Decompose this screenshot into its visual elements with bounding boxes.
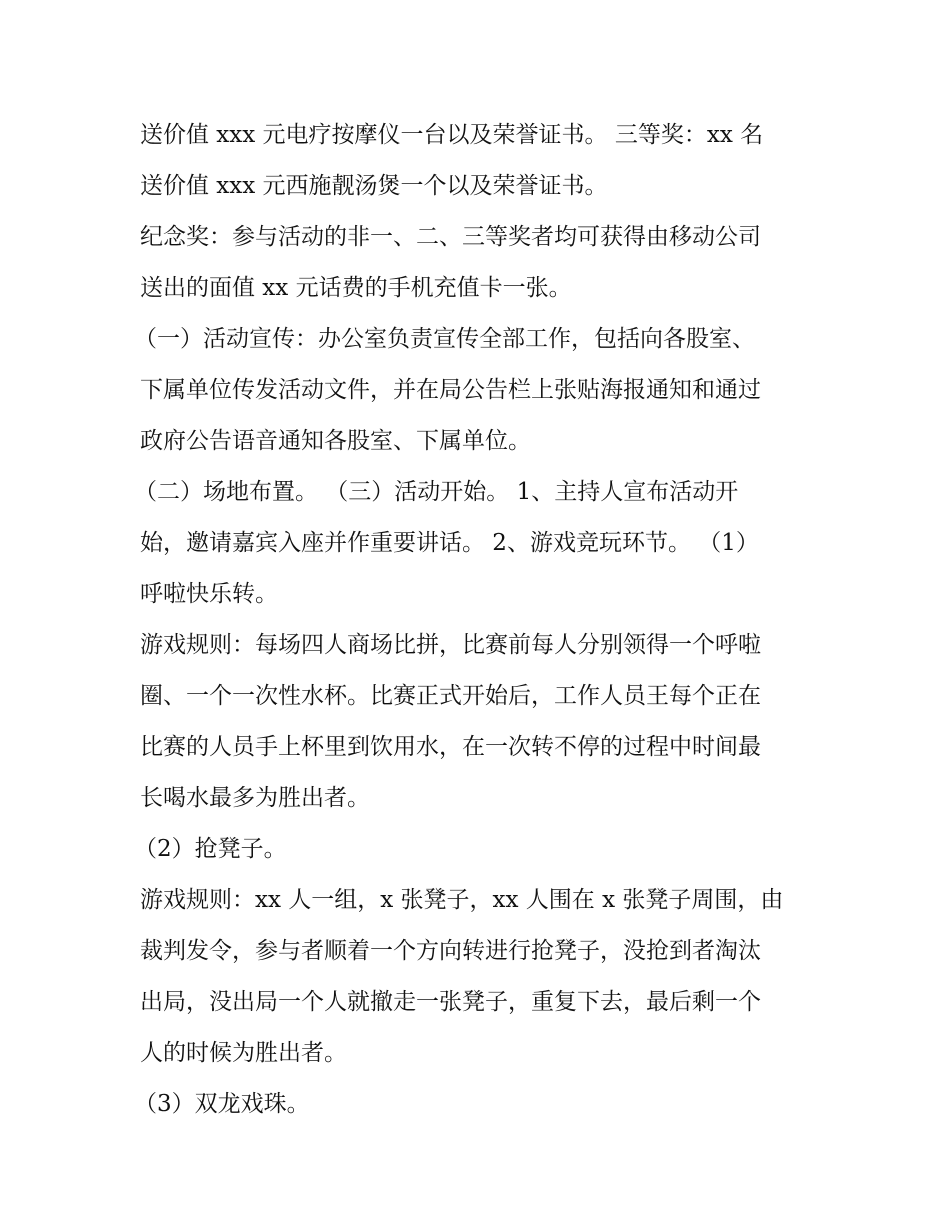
text-line: 送价值 xxx 元西施靓汤煲一个以及荣誉证书。 bbox=[140, 173, 608, 199]
text-line: 裁判发令，参与者顺着一个方向转进行抢凳子，没抢到者淘汰 bbox=[140, 938, 761, 964]
text-line: 圈、一个一次性水杯。比赛正式开始后，工作人员王每个正在 bbox=[140, 683, 761, 709]
text-line: （二）场地布置。 （三）活动开始。 1、主持人宣布活动开 bbox=[134, 479, 739, 505]
text-line: 政府公告语音通知各股室、下属单位。 bbox=[140, 428, 531, 454]
text-line: 纪念奖：参与活动的非一、二、三等奖者均可获得由移动公司 bbox=[140, 224, 761, 250]
text-line: 送出的面值 xx 元话费的手机充值卡一张。 bbox=[140, 275, 572, 301]
text-line: 出局，没出局一个人就撤走一张凳子，重复下去，最后剩一个 bbox=[140, 989, 761, 1015]
text-line: （一）活动宣传：办公室负责宣传全部工作，包括向各股室、 bbox=[134, 326, 755, 352]
text-line: （2）抢凳子。 bbox=[134, 836, 287, 862]
text-line: 呼啦快乐转。 bbox=[140, 581, 278, 607]
document-body bbox=[134, 110, 820, 1130]
text-line: 比赛的人员手上杯里到饮用水，在一次转不停的过程中时间最 bbox=[140, 734, 761, 760]
text-line: 送价值 xxx 元电疗按摩仪一台以及荣誉证书。 三等奖：xx 名 bbox=[140, 122, 764, 148]
text-line: 人的时候为胜出者。 bbox=[140, 1040, 347, 1066]
text-line: （3）双龙戏珠。 bbox=[134, 1091, 310, 1117]
text-line: 下属单位传发活动文件，并在局公告栏上张贴海报通知和通过 bbox=[140, 377, 761, 403]
text-line: 长喝水最多为胜出者。 bbox=[140, 785, 370, 811]
text-line: 始，邀请嘉宾入座并作重要讲话。 2、游戏竞玩环节。 （1） bbox=[140, 530, 759, 556]
text-line: 游戏规则：每场四人商场比拼，比赛前每人分别领得一个呼啦 bbox=[140, 632, 761, 658]
text-line: 游戏规则：xx 人一组，x 张凳子，xx 人围在 x 张凳子周围，由 bbox=[140, 887, 784, 913]
